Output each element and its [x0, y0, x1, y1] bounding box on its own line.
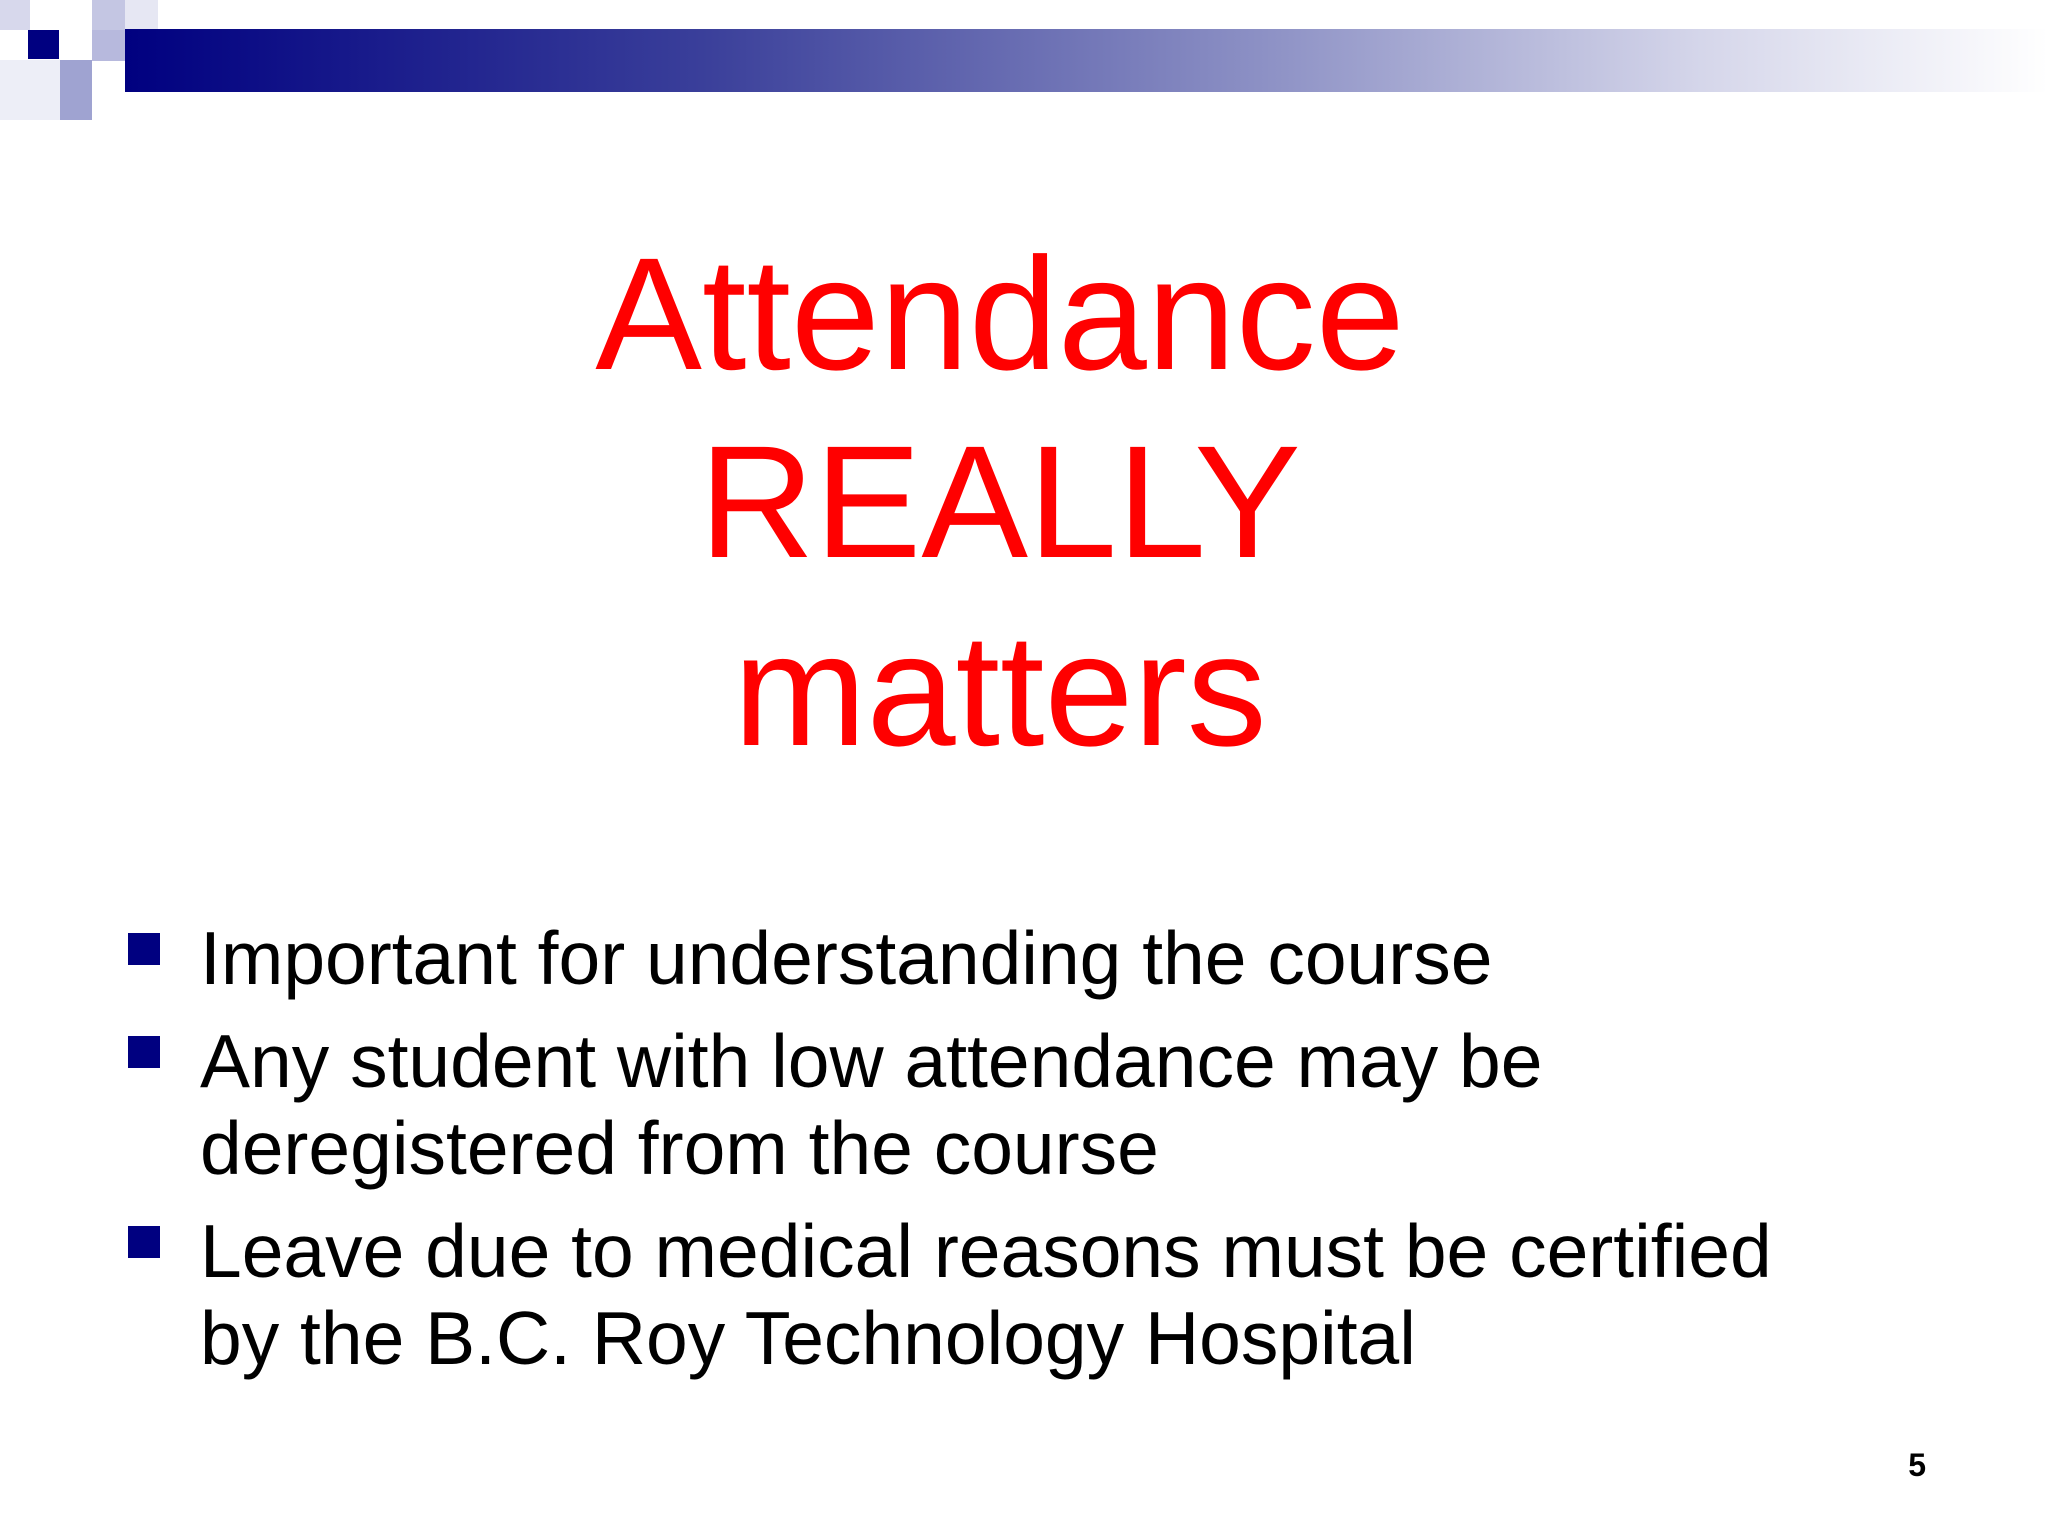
title-line-1: Attendance	[595, 224, 1405, 403]
header-square	[60, 60, 92, 120]
bullet-item	[128, 915, 1928, 1002]
header-square	[92, 30, 125, 61]
header-square	[92, 0, 125, 30]
bullet-text-continuation: deregistered from the course	[200, 1106, 1159, 1190]
bullet-text: Any student with low attendance may be	[200, 1019, 1543, 1103]
bullet-text: Important for understanding the course	[200, 916, 1493, 1000]
bullet-text-continuation: by the B.C. Roy Technology Hospital	[200, 1296, 1416, 1380]
title-line-3: matters	[733, 600, 1267, 779]
square-bullet-icon	[128, 1036, 160, 1068]
header-square	[0, 60, 60, 120]
bullet-text: Leave due to medical reasons must be certified	[200, 1209, 1772, 1293]
bullet-item	[128, 1208, 1928, 1382]
header-square	[125, 0, 158, 29]
slide-title	[400, 220, 1600, 784]
square-bullet-icon	[128, 933, 160, 965]
header-gradient-bar	[125, 29, 2048, 92]
bullet-item	[128, 1018, 1928, 1192]
bullet-list	[128, 915, 1928, 1398]
header-square	[28, 30, 59, 59]
page-number: 5	[1908, 1447, 1926, 1483]
square-bullet-icon	[128, 1226, 160, 1258]
header-square	[0, 0, 30, 30]
title-line-2: REALLY	[699, 412, 1301, 591]
